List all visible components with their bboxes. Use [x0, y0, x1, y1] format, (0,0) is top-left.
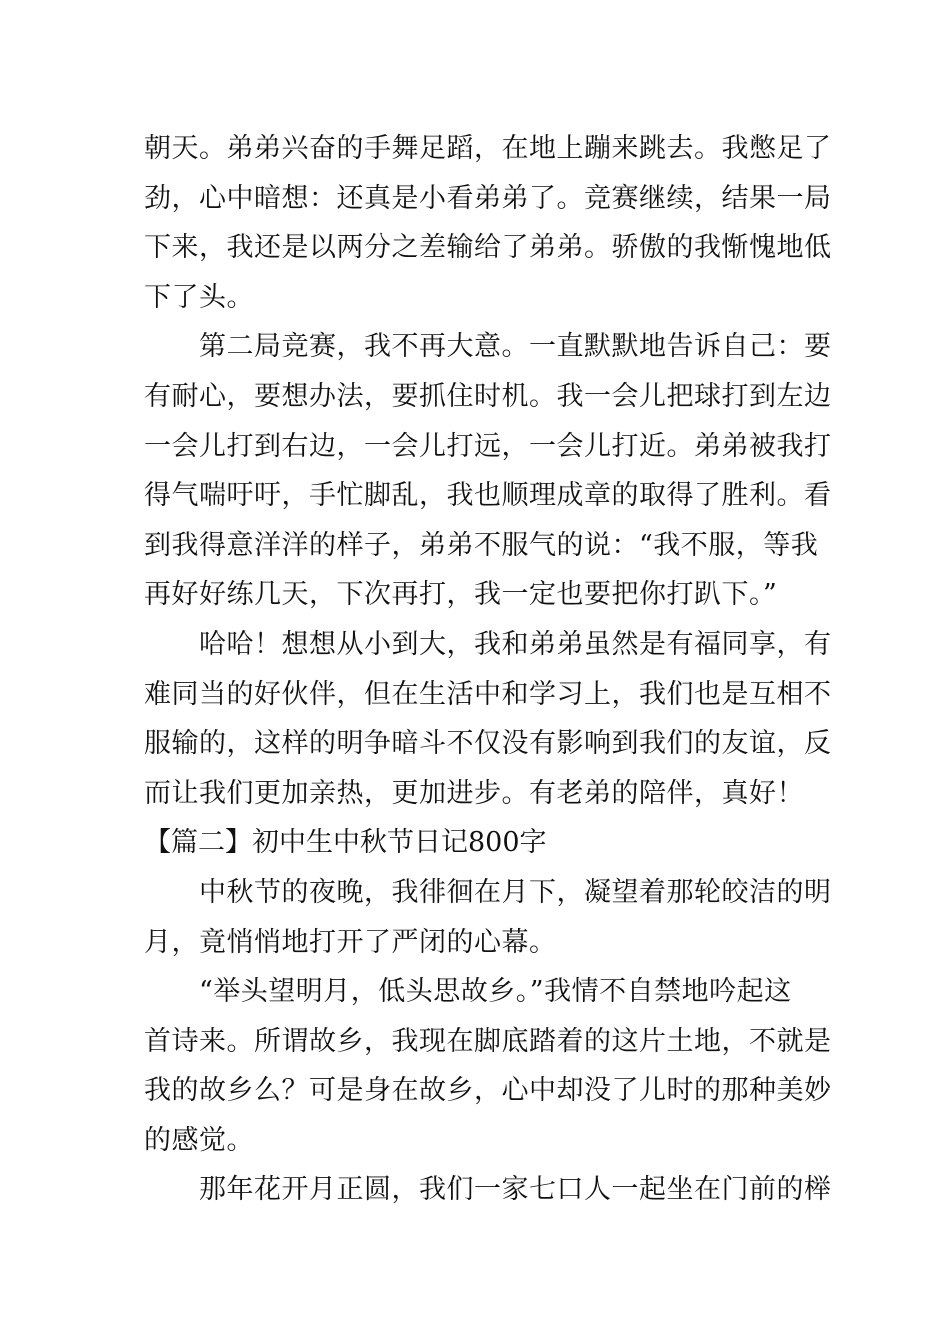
text-line: 的感觉。: [144, 1124, 254, 1156]
text-line: 下来，我还是以两分之差输给了弟弟。骄傲的我惭愧地低: [144, 232, 832, 264]
text-line: 而让我们更加亲热，更加进步。有老弟的陪伴，真好！: [144, 777, 804, 809]
text-line: 月，竟悄悄地打开了严闭的心幕。: [144, 926, 557, 958]
text-line: 到我得意洋洋的样子，弟弟不服气的说：“我不服，等我: [144, 529, 819, 561]
text-line: 再好好练几天，下次再打，我一定也要把你打趴下。”: [144, 579, 778, 611]
text-line: 得气喘吁吁，手忙脚乱，我也顺理成章的取得了胜利。看: [144, 480, 832, 512]
text-line: 服输的，这样的明争暗斗不仅没有影响到我们的友谊，反: [144, 728, 832, 760]
paragraph-start-line: 哈哈！想想从小到大，我和弟弟虽然是有福同享，有: [144, 628, 832, 660]
text-line: 首诗来。所谓故乡，我现在脚底踏着的这片土地，不就是: [144, 1025, 832, 1057]
text-line: 一会儿打到右边，一会儿打远，一会儿打近。弟弟被我打: [144, 430, 832, 462]
paragraph-start-line: 那年花开月正圆，我们一家七口人一起坐在门前的榉: [144, 1174, 832, 1206]
text-line: 劲，心中暗想：还真是小看弟弟了。竞赛继续，结果一局: [144, 182, 832, 214]
paragraph-start-line: 第二局竞赛，我不再大意。一直默默地告诉自己：要: [144, 331, 832, 363]
text-line: 有耐心，要想办法，要抓住时机。我一会儿把球打到左边: [144, 380, 832, 412]
text-line: 朝天。弟弟兴奋的手舞足蹈，在地上蹦来跳去。我憋足了: [144, 133, 832, 164]
text-line: 我的故乡么？可是身在故乡，心中却没了儿时的那种美妙: [144, 1075, 832, 1107]
document-body: [144, 124, 832, 1215]
text-line: 下了头。: [144, 281, 254, 313]
text-line: 难同当的好伙伴，但在生活中和学习上，我们也是互相不: [144, 678, 832, 710]
paragraph-start-line: “举头望明月，低头思故乡。”我情不自禁地吟起这: [144, 976, 792, 1008]
paragraph-start-line: 中秋节的夜晚，我徘徊在月下，凝望着那轮皎洁的明: [144, 876, 832, 908]
section-heading: 【篇二】初中生中秋节日记800字: [144, 827, 547, 859]
